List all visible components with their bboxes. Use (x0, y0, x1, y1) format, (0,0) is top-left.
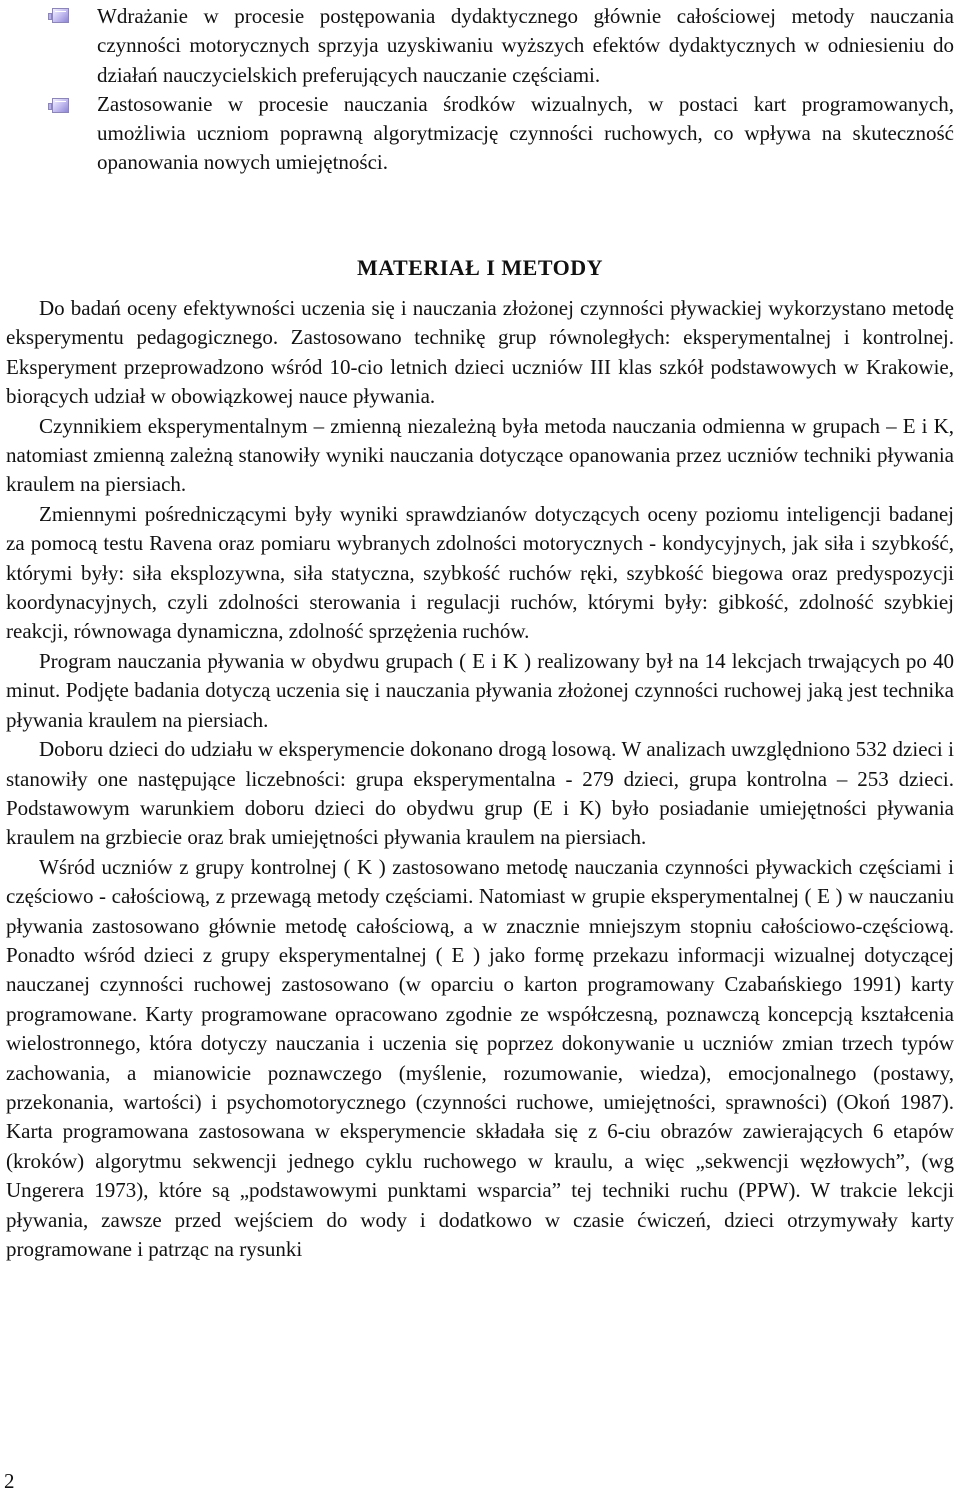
bullet-item (6, 0, 954, 90)
section-heading: MATERIAŁ I METODY (356, 255, 604, 280)
section-body (6, 294, 954, 1264)
page-number: 2 (4, 1469, 15, 1493)
paragraph: Czynnikiem eksperymentalnym – zmienną niezależną była metoda nauczania odmienna w grupach – E i K, natomiast zmienną zależną stanowiły wyniki nauczania dotyczące opanowania przez uczniów techniki pływania kraulem na piersiach. (6, 413, 954, 497)
paragraph: Zmiennymi pośredniczącymi były wyniki sprawdzianów dotyczących oceny poziomu inteligencji badanej za pomocą testu Ravena oraz pomiaru wybranych zdolności motorycznych - kondycyjnych, jak siła i szybkość, którymi były: siła eksplozywna, siła statyczna, szybkość ruchów ręki, szybkość biegowa oraz predyspozycji koordynacyjnych, czyli zdolności sterowania i regulacji ruchów, którymi były: gibkość, zdolność szybkiej reakcji, równowaga dynamiczna, zdolność sprzężenia ruchów. (6, 501, 954, 644)
bullet-item (6, 90, 954, 178)
paragraph: Program nauczania pływania w obydwu grupach ( E i K ) realizowany był na 14 lekcjach trwających po 40 minut. Podjęte badania dotyczą uczenia się i nauczania pływania złożonej czynności ruchowej jaką jest technika pływania kraulem na piersiach. (6, 648, 954, 732)
conclusion-bullet-list (6, 0, 954, 178)
paragraph: Doboru dzieci do udziału w eksperymencie dokonano drogą losową. W analizach uwzględniono 532 dzieci i stanowiły one następujące liczebności: grupa eksperymentalna - 279 dzieci, grupa kontrolna – 253 dzieci. Podstawowym warunkiem doboru dzieci do obydwu grup (E i K) było posiadanie umiejętności pływania kraulem na grzbiecie oraz brak umiejętności pływania kraulem na piersiach. (6, 737, 954, 850)
bullet-box-icon (52, 8, 69, 23)
document-page (6, 0, 954, 1261)
bullet-text: Wdrażanie w procesie postępowania dydaktycznego głównie całościowej metody nauczania czynności motorycznych sprzyja uzyskiwaniu wyższych efektów dydaktycznych w odniesieniu do działań nauczycielskich preferujących nauczanie częściami. (97, 4, 954, 87)
bullet-box-icon (52, 98, 69, 113)
paragraph: Do badań oceny efektywności uczenia się i nauczania złożonej czynności pływackiej wykorzystano metodę eksperymentu pedagogicznego. Zastosowano technikę grup równoległych: eksperymentalnej i kontrolnej. Eksperyment przeprowadzono wśród 10-cio letnich dzieci uczniów III klas szkół podstawowych w Krakowie, biorących udział w obowiązkowej nauce pływania. (6, 296, 954, 409)
bullet-text: Zastosowanie w procesie nauczania środków wizualnych, w postaci kart programowanych, umożliwia uczniom poprawną algorytmizację czynności ruchowych, co wpływa na skuteczność opanowania nowych umiejętności. (97, 91, 954, 175)
paragraph: Wśród uczniów z grupy kontrolnej ( K ) zastosowano metodę nauczania czynności pływackich częściami i częściowo - całościową, z przewagą metody częściami. Natomiast w grupie eksperymentalnej ( E ) w nauczaniu pływania zastosowano głównie metodę całościową, a w znacznie mniejszym stopniu całościowo-częściową. Ponadto wśród dzieci z grupy eksperymentalnej ( E ) jako formę przekazu informacji wizualnej dotyczącej nauczanej czynności ruchowej zastosowano (w oparciu o karton programowany Czabańskiego 1991) karty programowane. Karty programowane opracowano zgodnie ze współczesną, poznawczą koncepcją kształcenia wielostronnego, która dotyczy nauczania i uczenia się poprzez dokonywanie u uczniów zmian trzech typów zachowania, a mianowicie poznawczego (myślenie, rozumowanie, wiedza), emocjonalnego (postawy, przekonania, wartości) i psychomotorycznego (czynności ruchowe, umiejętności, sprawności) (Okoń 1987). Karta programowana zastosowana w eksperymencie składała się z 6-ciu obrazów zawierających 6 etapów (kroków) algorytmu sekwencji jednego cyklu ruchowego w kraulu, a więc „sekwencji węzłowych”, (wg Ungerera 1973), które są „podstawowymi punktami wsparcia” tej techniki ruchu (PPW). W trakcie lekcji pływania, zawsze przed wejściem do wody i dodatkowo w czasie ćwiczeń, dzieci otrzymywały karty programowane i patrząc na rysunki (6, 854, 954, 1261)
